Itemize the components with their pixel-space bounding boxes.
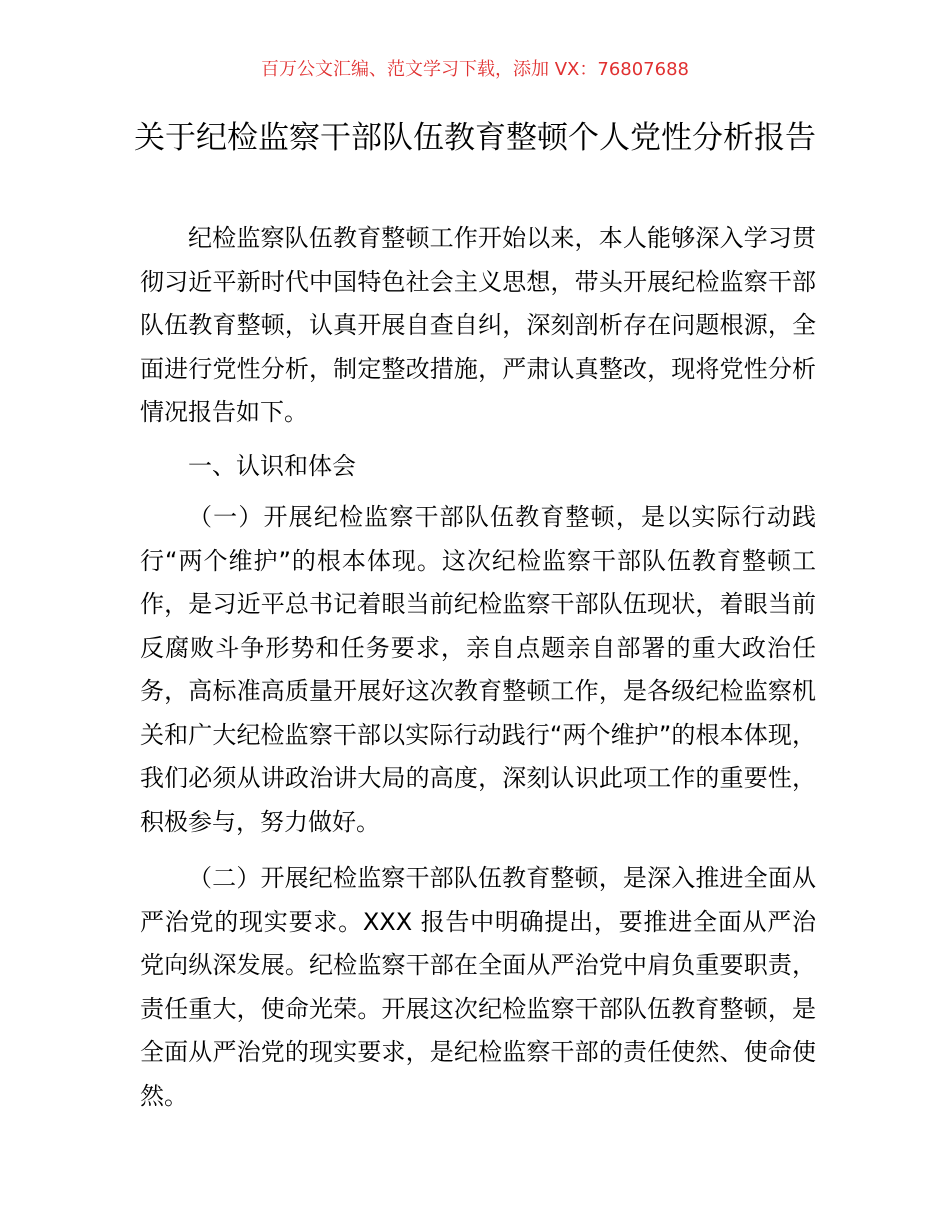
body-paragraph: （二）开展纪检监察干部队伍教育整顿，是深入推进全面从严治党的现实要求。XXX 报告中明确提出，要推进全面从严治党向纵深发展。纪检监察干部在全面从严治党中肩负重要职责，责任重大，使命光荣。开展这次纪检监察干部队伍教育整顿，是全面从严治党的现实要求，是纪检监察干部的责任使然、使命使然。 (140, 864, 816, 1110)
body-paragraph: （一）开展纪检监察干部队伍教育整顿，是以实际行动践行“两个维护”的根本体现。这次纪检监察干部队伍教育整顿工作，是习近平总书记着眼当前纪检监察干部队伍现状，着眼当前反腐败斗争形势和任务要求，亲自点题亲自部署的重大政治任务，高标准高质量开展好这次教育整顿工作，是各级纪检监察机关和广大纪检监察干部以实际行动践行“两个维护”的根本体现，我们必须从讲政治讲大局的高度，深刻认识此项工作的重要性，积极参与，努力做好。 (140, 503, 816, 836)
spacer (140, 488, 816, 496)
spacer (140, 435, 816, 445)
document-title: 关于纪检监察干部队伍教育整顿个人党性分析报告 (134, 120, 816, 156)
spacer (140, 844, 816, 857)
header-banner: 百万公文汇编、范文学习下载，添加 VX：76807688 (261, 59, 689, 80)
document-body (140, 217, 816, 1118)
section-heading: 一、认识和体会 (188, 451, 356, 480)
intro-paragraph: 纪检监察队伍教育整顿工作开始以来，本人能够深入学习贯彻习近平新时代中国特色社会主义思想，带头开展纪检监察干部队伍教育整顿，认真开展自查自纠，深刻剖析存在问题根源，全面进行党性分析，制定整改措施，严肃认真整改，现将党性分析情况报告如下。 (140, 224, 816, 426)
